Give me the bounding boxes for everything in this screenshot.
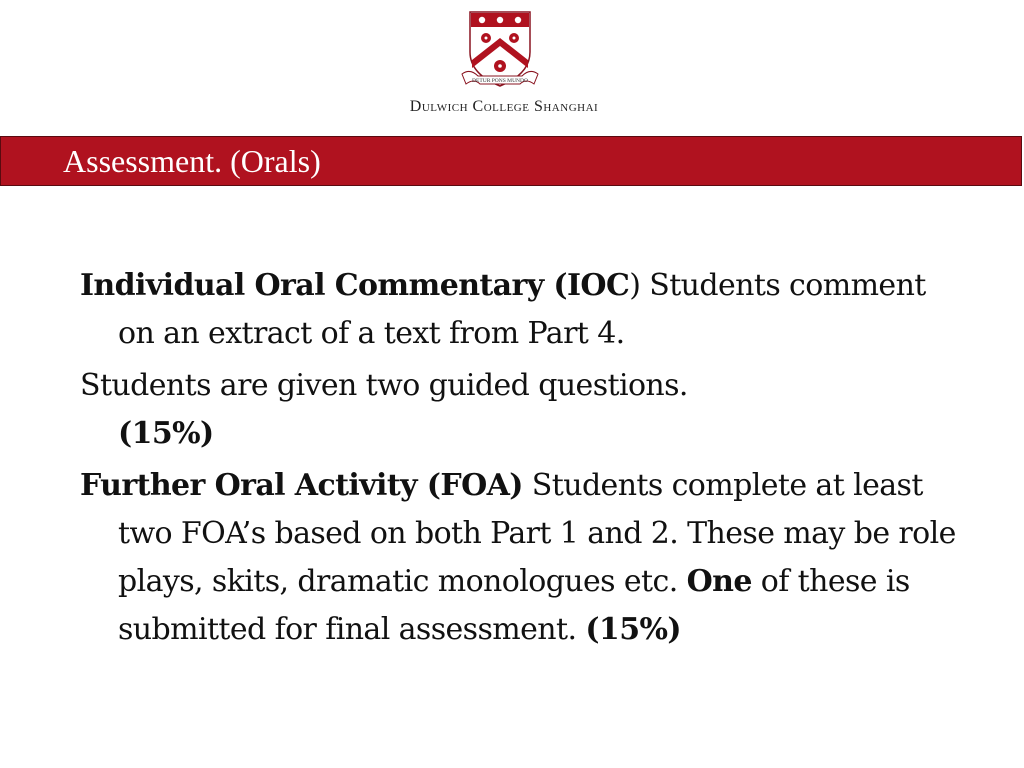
guided-questions-text: Students are given two guided questions. <box>80 368 688 403</box>
foa-description: Students complete at least two FOA’s based on both Part 1 and 2. These may be role plays, skits, dramatic monologues etc. <box>118 468 956 599</box>
paragraph-ioc <box>80 262 960 358</box>
school-name: Dulwich College Shanghai <box>409 98 599 115</box>
paragraph-guided-questions <box>80 362 960 458</box>
foa-heading: Further Oral Activity (FOA) <box>80 468 523 503</box>
slide-title: Assessment. (Orals) <box>63 143 321 179</box>
ioc-weight: (15%) <box>118 416 214 451</box>
slide-body <box>80 262 960 658</box>
school-crest-icon <box>460 8 540 90</box>
foa-submission-text: of these is submitted for final assessment. <box>118 564 910 647</box>
foa-weight: (15%) <box>585 612 681 647</box>
foa-one-emphasis: One <box>686 564 752 599</box>
ioc-description: ) Students comment on an extract of a text from Part 4. <box>118 268 926 351</box>
paragraph-foa <box>80 462 960 654</box>
title-banner <box>0 136 1022 186</box>
crest-motto: DETUR PONS MUNDO <box>472 78 528 84</box>
ioc-heading: Individual Oral Commentary (IOC <box>80 268 630 303</box>
